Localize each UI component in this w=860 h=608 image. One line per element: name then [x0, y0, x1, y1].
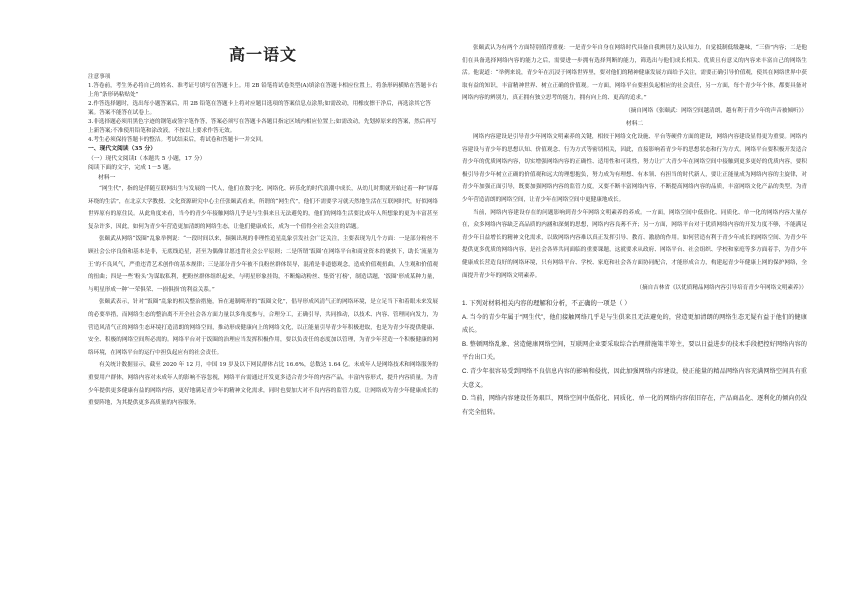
- body-paragraph: 当前，网络内容建设存在的问题影响到青少年网络文明素养的养成。一方面，网络空间中低俗化、同质化、单一化的网络内容大量存在，众多网络内容缺乏高品质的内涵和深刻的思想，网络内容良莠不齐；另一方面，网络平台对于优质网络内容的开发力度不够，不能满足青少年日益增长的精神文化需求，以致网络内容难以真正发挥引导、教育、激励的作用。如何营造有利于青少年成长的网络空间、为青少年提供更多优质的网络内容，是社会各界共同面临的重要课题，这就要求从政府、网络平台、社会组织、学校和家庭等多方面着手，为青少年健康成长营造良好的网络环境，只有网络平台、学校、家庭和社会各方面协同配合，才能形成合力，构建起青少年健康上网的保护网络，全面提升青少年的网络文明素养。: [462, 209, 807, 279]
- material-label: 材料二: [625, 120, 644, 127]
- section-heading: 一、现代文阅读（35 分）: [88, 146, 157, 152]
- source-citation: （摘自网络《张颐武：网络空间越清朗，越有利于青少年的声音被倾听》）: [625, 107, 807, 114]
- answer-option: B. 整顿网络乱象、营造健康网络空间，互联网企业要采取综合治理措施策半筹主，要以日益进步的技术手段把控好网络内容的平台出口关。: [462, 340, 807, 362]
- right-column: [462, 0, 807, 608]
- reading-instruction: 阅读下面的文字，完成 1－5 题。: [88, 165, 175, 171]
- body-paragraph: 张颐武认为有两个方面特别值得重视：一是青少年自身在网络时代具备自我辨别力及认知力，自觉抵制低级趣味，“三俗”内容；二是他们在具备选择网络内容的能力之后，需要进一步拥有选择判断的能力，筛选出与他们成长相关、优质且有意义的内容来丰富自己的网络生活。他说道：“举例来说，青少年在沉浸于网络世界里，要对他们的精神健康发展方面给予关注，需要正确引导价值观，使其在网络世界中获取有益的知识，丰富精神世界、树立正确的价值观。一方面，网络平台要担负起相应的社会责任，另一方面，每个青少年个体，都要具备对网络内容的辨别力，真正拥有独立思考的能力，拥有向上的、更高的追求。”: [462, 45, 807, 102]
- note-item: 3.非选择题必须用黑色字迹的钢笔或签字笔作答，答案必须写在答题卡各题目指定区域内相应位置上;如需改动，先划掉原来的答案，然后再写上新答案;不准使用铅笔和涂改液。不按以上要求作答无效。: [88, 119, 437, 134]
- body-paragraph: “网生代”，指的是伴随互联网出生与发展的一代人，他们在数字化、网络化、碎乐化的时代浪潮中成长，从幼儿时期就开始过着一种“屏幕环绕的生活”，在北京大学教授、文化资源研究中心主任张颐武看来，所谓的“网生代”，他们不需要学习就天然地生活在互联网时代，好似网络世界原有的原住民。从此角度来看，当今的青少年接触网络几乎是与生俱来且无法避免的，他们的网络生活要比成年人所想象的更为丰富甚至复杂许多，因此，如何为青少年营造更加清朗的网络生态，让他们健康成长，成为一个值得全社会关注的话题。: [88, 186, 438, 230]
- body-paragraph: 有关统计数据显示，截至 2020 年 12 月，中国 19 岁及以下网民群体占比 16.6%，总数达 1.64 亿。未成年人是网络技术和网络服务的重要用户群体，网络内容对未成年人的影响不容忽视，网络平台需通过开发更多适合青少年的内容产品，丰富内容形式，提升内容质量，为青少年提供更多健康有益的网络内容，更好地满足青少年的精神文化需求，同时也要加大对不良内容的监管力度，让网络成为青少年健康成长的重要阵地，为其提供更多高质量的内容服务。: [88, 362, 438, 407]
- exam-notes: [88, 73, 438, 145]
- notes-heading: 注意事项: [88, 74, 111, 80]
- left-column: [88, 0, 438, 608]
- material-label: 材料一: [98, 174, 116, 181]
- source-citation: （摘自吉林省《以优质精品网络内容引导培育青少年网络文明素养》）: [636, 285, 807, 292]
- body-paragraph: 张颐武从网络“饭圈”乱象举例说：“一段时间以来，频频出现的非理性追星乱象引发社会广泛关注，主要表现为几个方面：一是部分粉丝不顾社会公序良俗和基本是非，无底线追星，甚至为偶像甘愿违背社会公平原则；二是所谓‘饭圈’在网络平台和商业资本的裹挟下，助长‘流量为王’的不良风气，严重违背艺术创作的基本规律；三是部分青少年被不良粉丝群体误导，混淆是非道德观念，造成价值观扭曲，人生观和价值观的扭曲；四是一些‘粉头’为谋取私利，把粉丝群体组织起来，与明星形象挂钩，不断煽动粉丝、集资‘打榜’，制造话题，‘饭圈’形成某种力量，与明星形成一种‘一荣俱荣、一损俱损’的利益关系。”: [88, 236, 438, 293]
- answer-option: A. 当今的青少年属于“网生代”，他们接触网络几乎是与生俱来且无法避免的，营造更加清朗的网络生态无疑有益于他们的健康成长。: [462, 313, 807, 335]
- page-title: 高一语文: [228, 45, 297, 64]
- answer-option: C. 青少年很容易受到网络不良信息内容的影响和侵扰，因此加强网络内容建设，使正能量的精品网络内容充满网络空间具有重大意义。: [462, 367, 807, 389]
- note-item: 1.答卷前，考生务必将自己的姓名、准考证号填写在答题卡上。用 2B 铅笔将试卷类型(A)填涂在答题卡相应位置上，将条形码横贴在答题卡右上角“条形码粘贴处”: [88, 83, 438, 98]
- body-paragraph: 张颐武表示，针对“饭圈”乱象的相关整治措施，旨在遏制畸形的“饭圈文化”，倡导形成风清气正的网络环境，是立足当下和着眼未来发展的必要举措，而网络生态的整治离不开全社会各方面力量以多角度参与，合理分工，正确引导，共同推动，以技术、内容、管理同向发力，为营造风清气正的网络生态环境打造清朗的网络空间，推动形成健康向上的网络文化，以正能量引导青少年积极进取，也是为青少年提供健康、安全、积极的网络空间所必需的。网络平台对于饭圈的治理应当发挥积极作用，要以负责任的态度加以管理，为青少年营造一个积极健康的网络环境，在网络平台的运行中担负起应有的社会责任。: [88, 299, 438, 356]
- subsection-heading: （一）现代文阅读Ⅰ（本题共 5 小题，17 分）: [88, 155, 206, 162]
- body-paragraph: 网络内容建设是引导青少年网络文明素养的关键，相较于网络文化设施、平台等硬件方面的建设，网络内容建设显得更为重要。网络内容建设与青少年的思想认知、价值观念、行为方式等密切相关，因此，直接影响着青少年的思想状态和行为方式。网络平台要积极开发适合青少年的优质网络内容，切实增强网络内容的正确性、适用性和可读性，努力让广大青少年在网络空间中接触到更多更好的优质内容，要积极引导青少年树立正确的价值观和远大的理想抱负，努力成为有理想、有本领、有担当的时代新人，要让正能量成为网络内容的主旋律，对青少年加强正面引导，既要加强网络内容的监管力度，又要不断丰富网络内容，不断提高网络内容的品质，丰富网络文化产品的类型，为青少年营造清朗的网络空间，让青少年在网络空间中更健康地成长。: [462, 134, 807, 204]
- question-stem: 1. 下列对材料相关内容的理解和分析，不正确的一项是（ ）: [462, 299, 631, 307]
- answer-option: D. 当前，网络内容建设任务艰巨，网络空间中低俗化、同质化、单一化的网络内容依旧存在，产品商品化、逐利化的倾向仍没有完全扭转。: [462, 395, 807, 416]
- note-item: 4.考生必须保持答题卡的整洁。考试结束后，将试卷和答题卡一并交回。: [88, 137, 267, 143]
- note-item: 2.作答选择题时，选出每小题答案后，用 2B 铅笔在答题卡上将对应题目选项的答案信息点涂黑;如需改动，用橡皮擦干净后，再选涂其它答案。答案不能答在试卷上。: [88, 101, 431, 116]
